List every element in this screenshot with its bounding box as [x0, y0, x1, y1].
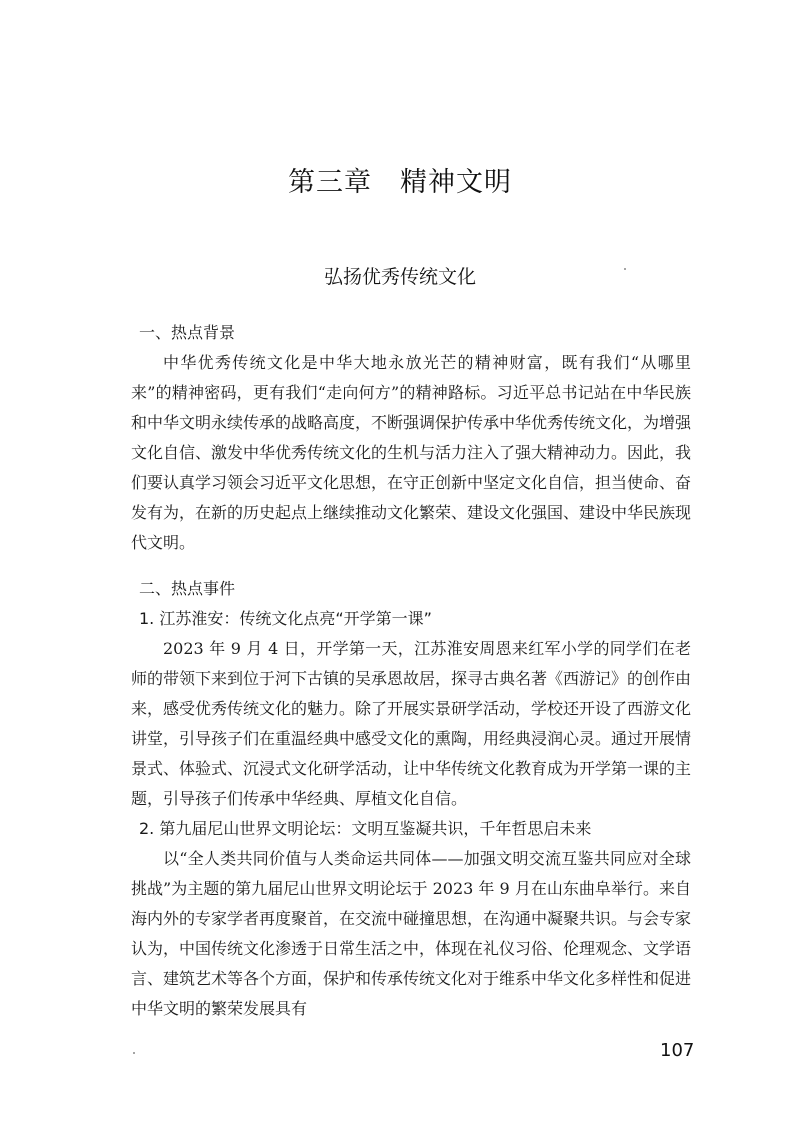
- background-paragraph-text: 中华优秀传统文化是中华大地永放光芒的精神财富，既有我们“从哪里来”的精神密码，更有我们“走向何方”的精神路标。习近平总书记站在中华民族和中华文明永续传承的战略高度，不断强调保护传承中华优秀传统文化，为增强文化自信、激发中华优秀传统文化的生机与活力注入了强大精神动力。因此，我们要认真学习领会习近平文化思想，在守正创新中坚定文化自信，担当使命、奋发有为，在新的历史起点上继续推动文化繁荣、建设文化强国、建设中华民族现代文明。: [131, 353, 692, 552]
- event2-paragraph-text: 以“全人类共同价值与人类命运共同体——加强文明交流互鉴共同应对全球挑战”为主题的第九届尼山世界文明论坛于 2023 年 9 月在山东曲阜举行。来自海内外的专家学者再度聚首，在交流中碰撞思想，在沟通中凝聚共识。与会专家认为，中国传统文化渗透于日常生活之中，体现在礼仪习俗、伦理观念、文学语言、建筑艺术等各个方面，保护和传承传统文化对于维系中华文化多样性和促进中华文明的繁荣发展具有: [131, 849, 692, 1018]
- body-content: [131, 318, 691, 1024]
- scan-speck: [624, 268, 626, 270]
- section-gap: [131, 558, 691, 574]
- event1-paragraph-text: 2023 年 9 月 4 日，开学第一天，江苏淮安周恩来红军小学的同学们在老师的带领下来到位于河下古镇的吴承恩故居，探寻古典名著《西游记》的创作由来，感受优秀传统文化的魅力。除了开展实景研学活动，学校还开设了西游文化讲堂，引导孩子们在重温经典中感受文化的熏陶，用经典浸润心灵。通过开展情景式、体验式、沉浸式文化研学活动，让中华传统文化教育成为开学第一课的主题，引导孩子们传承中华经典、厚植文化自信。: [131, 639, 692, 808]
- page-number: 107: [660, 1040, 695, 1061]
- background-heading: 一、热点背景: [139, 323, 236, 342]
- background-paragraph: [131, 348, 691, 558]
- scan-speck: [133, 1052, 135, 1054]
- event2-paragraph: [131, 844, 691, 1024]
- section-title: 弘扬优秀传统文化: [323, 266, 476, 288]
- event1-paragraph: [131, 634, 691, 814]
- events-heading: 二、热点事件: [139, 579, 236, 598]
- event1-title: 1. 江苏淮安：传统文化点亮“开学第一课”: [139, 609, 432, 628]
- event2-title: 2. 第九届尼山世界文明论坛：文明互鉴凝共识，千年哲思启未来: [139, 819, 592, 838]
- chapter-title: 第三章 精神文明: [288, 167, 512, 198]
